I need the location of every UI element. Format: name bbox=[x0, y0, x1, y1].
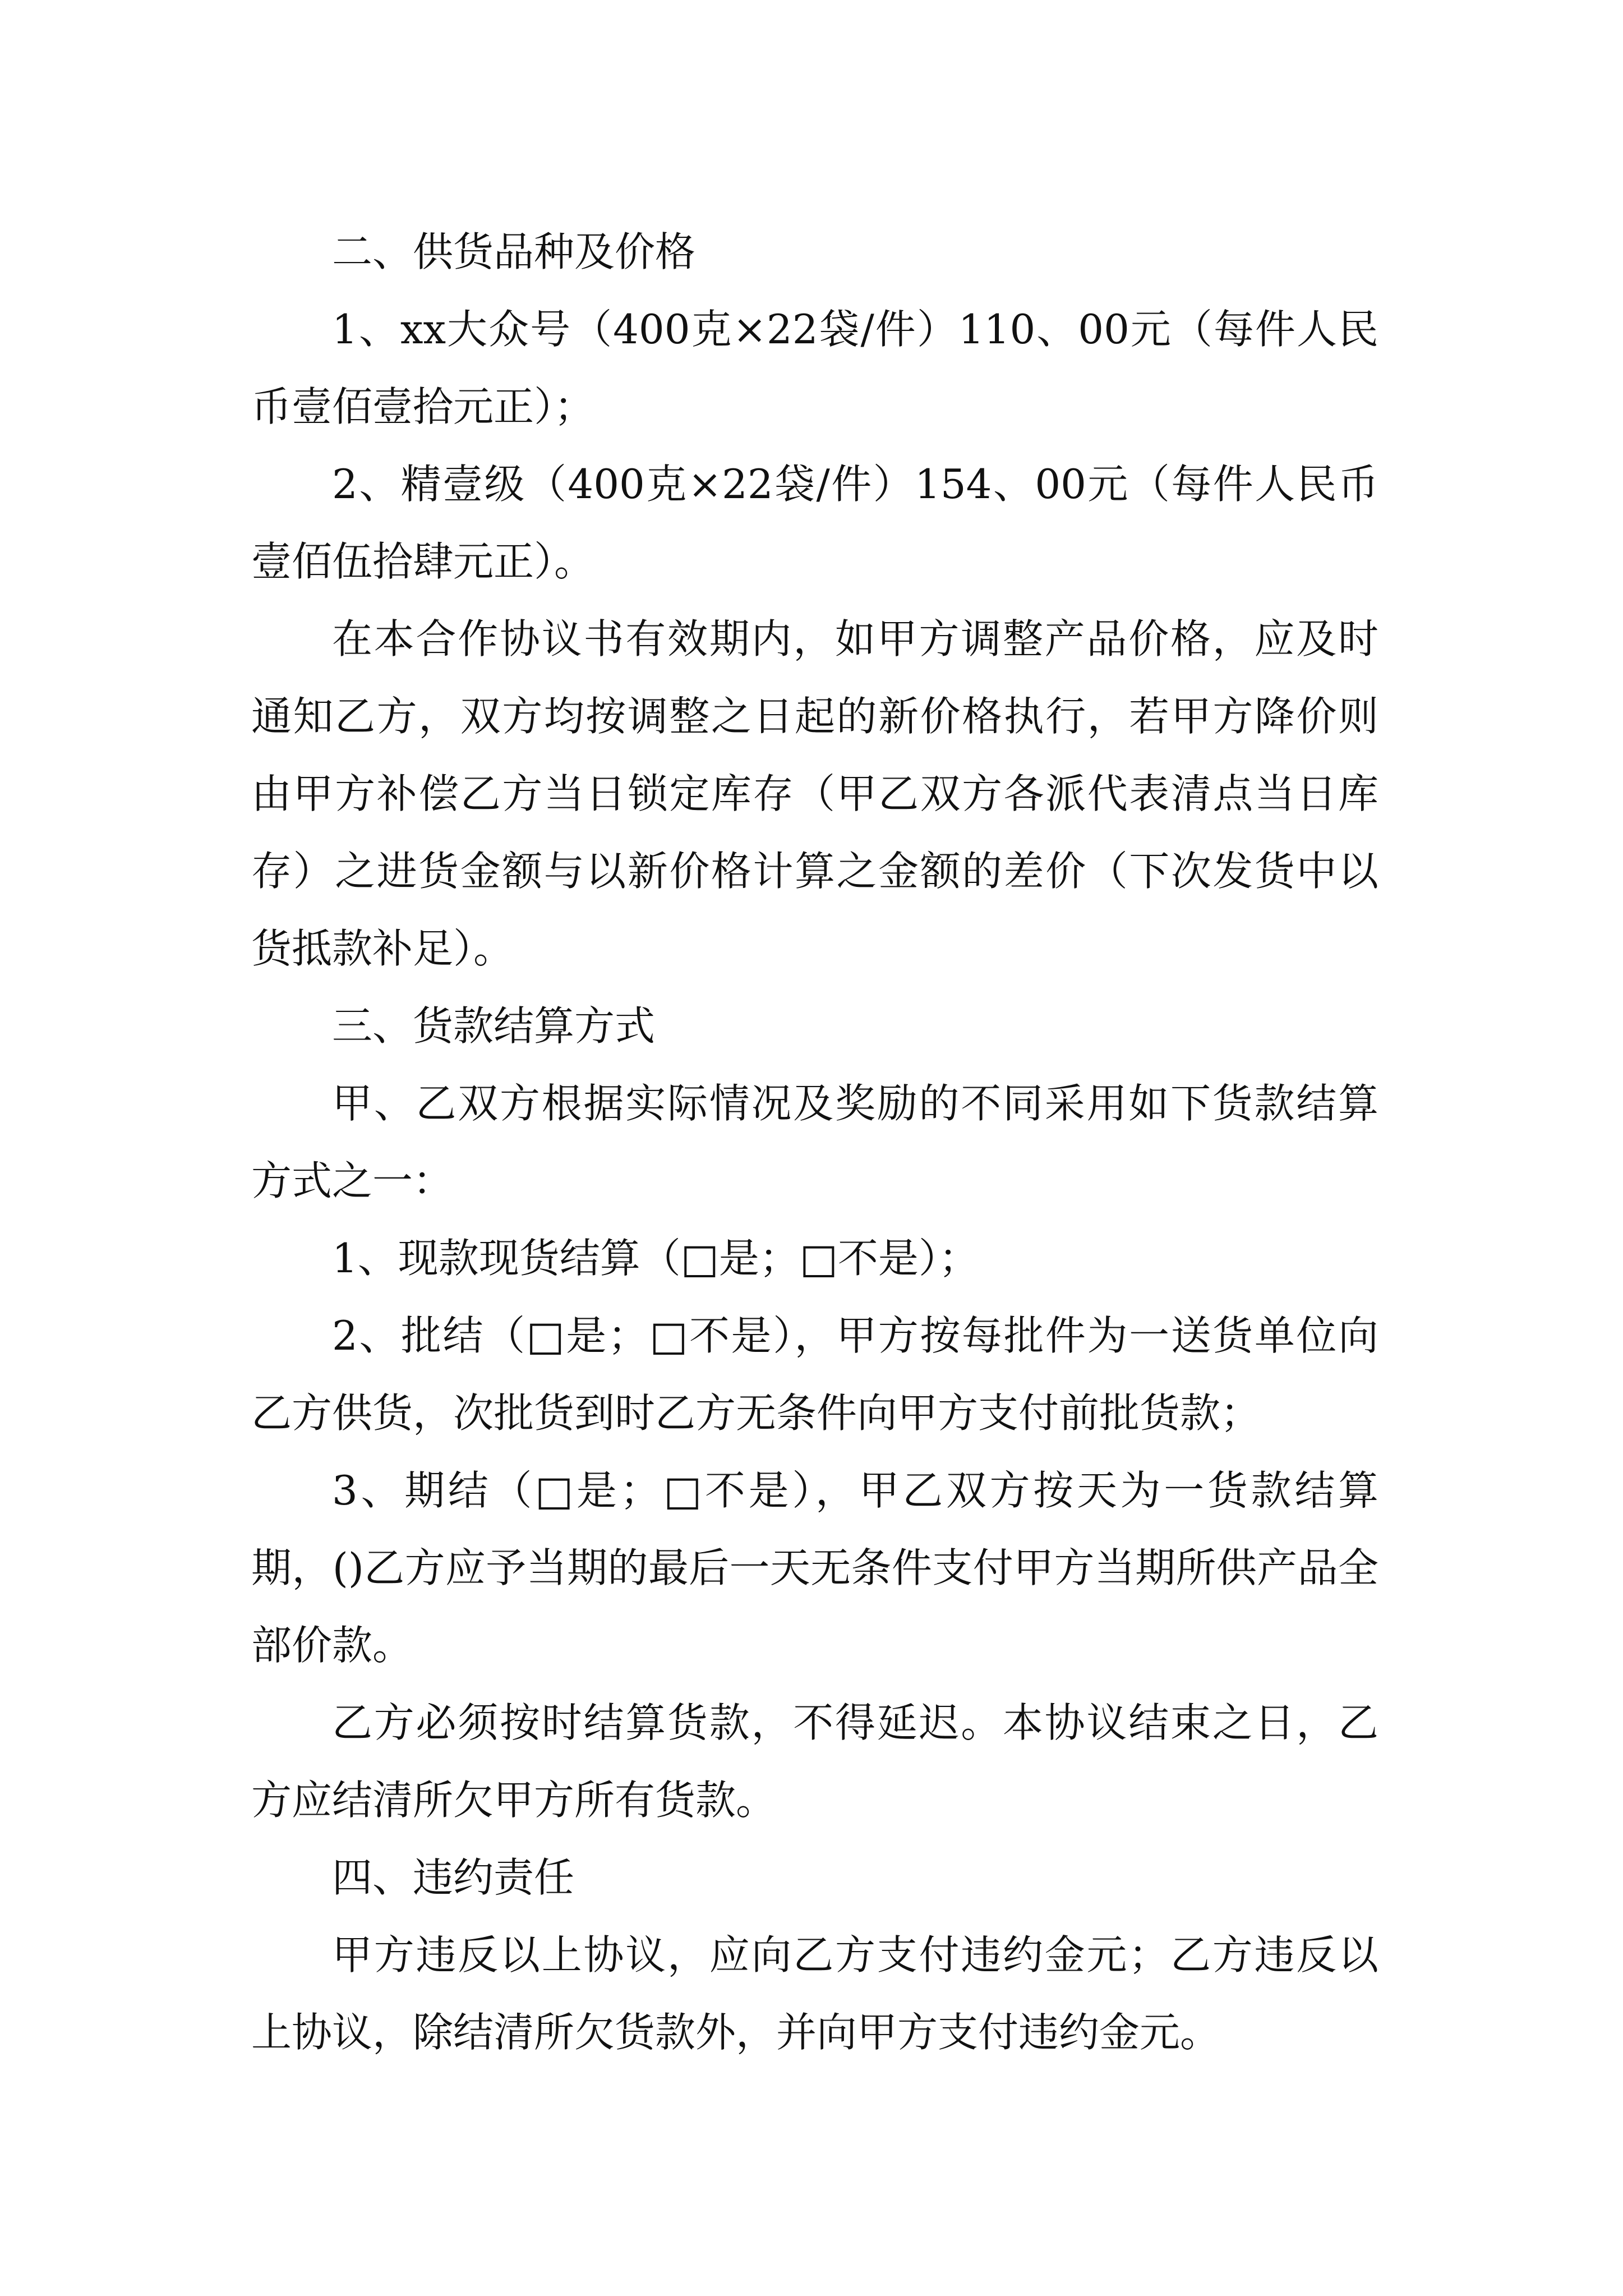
supply-item-1: 1、xx大众号（400克×22袋/件）110、00元（每件人民币壹佰壹拾元正）； bbox=[251, 306, 1378, 430]
breach-paragraph: 甲方违反以上协议，应向乙方支付违约金元；乙方违反以上协议，除结清所欠货款外，并向甲方支付违约金元。 bbox=[251, 1931, 1378, 2056]
supply-item-2: 2、精壹级（400克×22袋/件）154、00元（每件人民币壹佰伍拾肆元正）。 bbox=[251, 461, 1378, 585]
settlement-option-3: 3、期结（□是；□不是），甲乙双方按天为一货款结算期，()乙方应予当期的最后一天无条件支付甲方当期所供产品全部价款。 bbox=[251, 1467, 1378, 1669]
settlement-intro: 甲、乙双方根据实际情况及奖励的不同采用如下货款结算方式之一： bbox=[251, 1080, 1378, 1204]
price-adjustment-paragraph: 在本合作协议书有效期内，如甲方调整产品价格，应及时通知乙方，双方均按调整之日起的新价格执行，若甲方降价则由甲方补偿乙方当日锁定库存（甲乙双方各派代表清点当日库存）之进货金额与以新价格计算之金额的差价（下次发货中以货抵款补足）。 bbox=[251, 615, 1378, 972]
section-4-heading: 四、违约责任 bbox=[332, 1854, 575, 1901]
settlement-option-1: 1、现款现货结算（□是；□不是）； bbox=[332, 1235, 979, 1282]
settlement-note: 乙方必须按时结算货款，不得延迟。本协议结束之日，乙方应结清所欠甲方所有货款。 bbox=[251, 1699, 1378, 1824]
settlement-option-2: 2、批结（□是；□不是），甲方按每批件为一送货单位向乙方供货，次批货到时乙方无条件向甲方支付前批货款； bbox=[251, 1312, 1378, 1437]
section-3-heading: 三、货款结算方式 bbox=[332, 1002, 656, 1050]
section-2-heading: 二、供货品种及价格 bbox=[332, 228, 696, 275]
document-page bbox=[251, 213, 1378, 2071]
